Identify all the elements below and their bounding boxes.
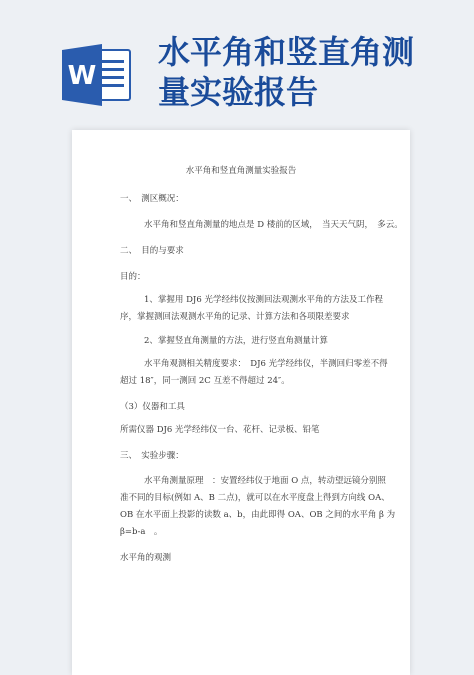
instruments-heading: （3）仪器和工具 <box>120 402 185 412</box>
section-1-heading: 一、 测区概况： <box>120 194 184 204</box>
purpose-1-line-2: 序，掌握测回法观测水平角的记录、计算方法和各项限差要求 <box>120 312 350 322</box>
observation-heading: 水平角的观测 <box>120 553 172 563</box>
principle-line-4: β=b-a 。 <box>120 527 163 537</box>
principle-line-2: 准不同的目标(例如 A、B 二点)，就可以在水平度盘上得到方向线 OA、 <box>120 493 390 503</box>
principle-line-1: 水平角测量原理 ：安置经纬仪于地面 O 点，转动望远镜分别照 <box>144 476 386 486</box>
document-title: 水平角和竖直角测量实验报告 <box>185 166 297 176</box>
title-line-1: 水平角和竖直角测 <box>158 33 415 71</box>
section-3-heading: 三、 实验步骤： <box>120 451 184 461</box>
purpose-label: 目的： <box>120 272 146 282</box>
logo-letter: W <box>67 61 97 91</box>
purpose-2: 2、掌握竖直角测量的方法，进行竖直角测量计算 <box>144 336 328 346</box>
purpose-1-line-1: 1、掌握用 DJ6 光学经纬仪按测回法观测水平角的方法及工作程 <box>144 295 383 305</box>
word-logo-icon <box>62 44 132 106</box>
precision-line-1: 水平角观测相关精度要求： DJ6 光学经纬仪，半测回归零差不得 <box>144 359 388 369</box>
title-line-2: 量实验报告 <box>158 73 319 111</box>
document-page <box>72 130 410 675</box>
precision-line-2: 超过 18″，同一测回 2C 互差不得超过 24″。 <box>120 376 290 386</box>
page-title <box>158 32 458 112</box>
instruments-body: 所需仪器 DJ6 光学经纬仪一台、花杆、记录板、铅笔 <box>120 425 320 435</box>
principle-line-3: OB 在水平面上投影的读数 a、b，由此即得 OA、OB 之间的水平角 β 为 <box>120 510 396 520</box>
section-2-heading: 二、 目的与要求 <box>120 246 184 256</box>
section-1-body: 水平角和竖直角测量的地点是 D 楼前的区域， 当天天气阴， 多云。 <box>144 220 403 230</box>
